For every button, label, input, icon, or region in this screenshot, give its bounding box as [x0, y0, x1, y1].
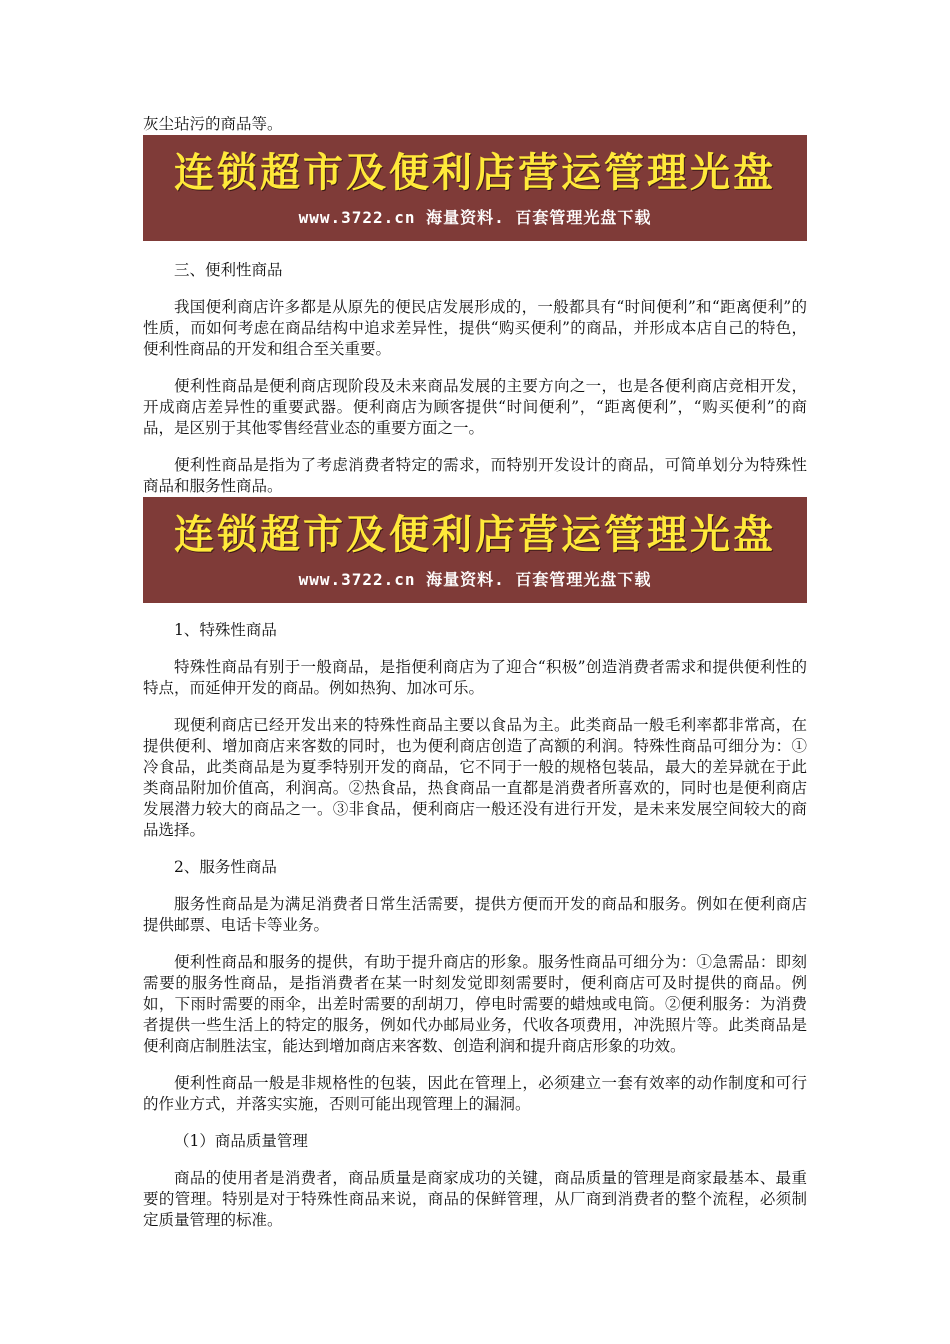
paragraph: 特殊性商品有别于一般商品，是指便利商店为了迎合“积极”创造消费者需求和提供便利性的特点，而延伸开发的商品。例如热狗、加冰可乐。 — [143, 658, 807, 697]
banner-subtitle: www.3722.cn 海量资料. 百套管理光盘下载 — [298, 208, 652, 227]
paragraph: 现便利商店已经开发出来的特殊性商品主要以食品为主。此类商品一般毛利率都非常高，在提供便利、增加商店来客数的同时，也为便利商店创造了高额的利润。特殊性商品可细分为：①冷食品，此类商品是为夏季特别开发的商品，它不同于一般的规格包装品，最大的差异就在于此类商品附加价值高，利润高。②热食品，热食商品一直都是消费者所喜欢的，同时也是便利商店发展潜力较大的商品之一。③非食品，便利商店一般还没有进行开发，是未来发展空间较大的商品选择。 — [143, 716, 807, 839]
subsection-heading-special: 1、特殊性商品 — [174, 621, 277, 639]
paragraph: 服务性商品是为满足消费者日常生活需要，提供方便而开发的商品和服务。例如在便利商店提供邮票、电话卡等业务。 — [143, 895, 807, 934]
banner-title: 连锁超市及便利店营运管理光盘 — [174, 150, 776, 196]
promo-banner-top — [143, 135, 807, 241]
document-content — [143, 114, 807, 1231]
paragraph: 便利性商品是便利商店现阶段及未来商品发展的主要方向之一，也是各便利商店竞相开发，开成商店差异性的重要武器。便利商店为顾客提供“时间便利”，“距离便利”，“购买便利”的商品，是区别于其他零售经营业态的重要方面之一。 — [143, 377, 807, 437]
intro-fragment: 灰尘玷污的商品等。 — [143, 115, 283, 133]
paragraph: 我国便利商店许多都是从原先的便民店发展形成的，一般都具有“时间便利”和“距离便利”的性质，而如何考虑在商品结构中追求差异性，提供“购买便利”的商品，并形成本店自己的特色，便利性商品的开发和组合至关重要。 — [143, 298, 807, 358]
section-heading-convenience: 三、便利性商品 — [174, 261, 283, 279]
subsection-heading-quality: （1）商品质量管理 — [174, 1132, 308, 1150]
paragraph: 便利性商品是指为了考虑消费者特定的需求，而特别开发设计的商品，可简单划分为特殊性商品和服务性商品。 — [143, 456, 807, 495]
paragraph: 商品的使用者是消费者，商品质量是商家成功的关键，商品质量的管理是商家最基本、最重要的管理。特别是对于特殊性商品来说，商品的保鲜管理，从厂商到消费者的整个流程，必须制定质量管理的标准。 — [143, 1169, 807, 1229]
paragraph: 便利性商品和服务的提供，有助于提升商店的形象。服务性商品可细分为：①急需品：即刻需要的服务性商品，是指消费者在某一时刻发觉即刻需要时，便利商店可及时提供的商品。例如，下雨时需要的雨伞，出差时需要的刮胡刀，停电时需要的蜡烛或电筒。②便利服务：为消费者提供一些生活上的特定的服务，例如代办邮局业务，代收各项费用，冲洗照片等。此类商品是便利商店制胜法宝，能达到增加商店来客数、创造利润和提升商店形象的功效。 — [143, 953, 807, 1055]
subsection-heading-service: 2、服务性商品 — [174, 858, 277, 876]
banner-subtitle: www.3722.cn 海量资料. 百套管理光盘下载 — [298, 570, 652, 589]
banner-title: 连锁超市及便利店营运管理光盘 — [174, 512, 776, 558]
paragraph: 便利性商品一般是非规格性的包装，因此在管理上，必须建立一套有效率的动作制度和可行的作业方式，并落实实施，否则可能出现管理上的漏洞。 — [143, 1074, 807, 1113]
promo-banner-middle — [143, 497, 807, 603]
